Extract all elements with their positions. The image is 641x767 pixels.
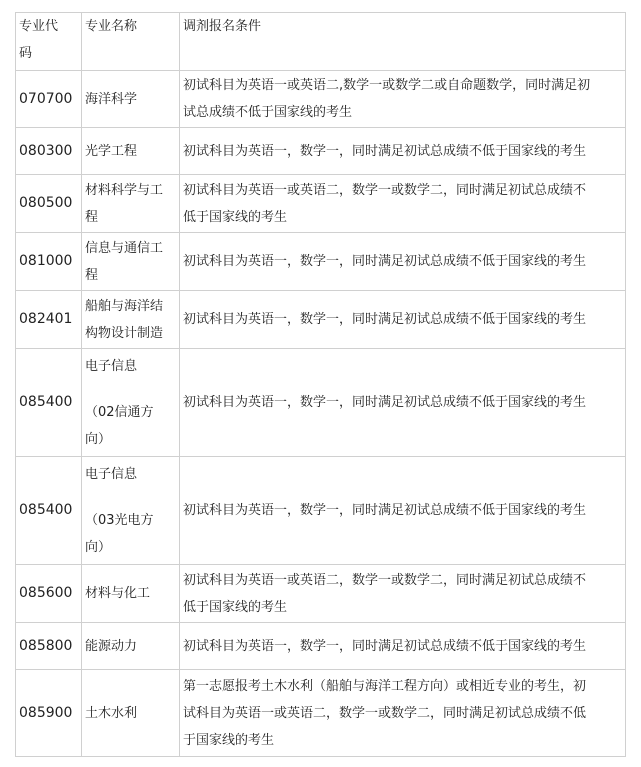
cell-name-line: 信息与通信工 <box>85 240 164 256</box>
cell-conditions-line: 初试科目为英语一，数学一，同时满足初试总成绩不低于国家线的考生 <box>183 312 587 327</box>
cell-name-line: 能源动力 <box>85 638 138 654</box>
cell-code: 085400 <box>16 349 82 457</box>
cell-conditions-line: 初试科目为英语一，数学一，同时满足初试总成绩不低于国家线的考生 <box>183 395 587 410</box>
header-conditions: 调剂报名条件 <box>180 13 626 71</box>
cell-conditions <box>180 623 626 670</box>
cell-name-line: 向） <box>85 539 112 555</box>
cell-code: 085400 <box>16 457 82 565</box>
cell-name-line: （02信通方 <box>85 404 154 420</box>
header-name: 专业名称 <box>82 13 180 71</box>
cell-code: 080300 <box>16 128 82 175</box>
cell-name-line: 向） <box>85 431 112 447</box>
cell-code: 085900 <box>16 670 82 757</box>
cell-name-line: 程 <box>85 267 99 283</box>
header-code <box>16 13 82 71</box>
cell-code: 080500 <box>16 175 82 233</box>
header-code-line: 专业代 <box>19 19 59 34</box>
table-header-row <box>16 13 626 71</box>
cell-conditions <box>180 291 626 349</box>
cell-name <box>82 175 180 233</box>
cell-conditions-line: 初试科目为英语一或英语二，数学一或数学二，同时满足初试总成绩不 <box>183 182 587 198</box>
cell-conditions <box>180 233 626 291</box>
table-row <box>16 71 626 128</box>
cell-conditions-line: 初试科目为英语一，数学一，同时满足初试总成绩不低于国家线的考生 <box>183 254 587 269</box>
cell-conditions-line: 试总成绩不低于国家线的考生 <box>183 105 353 120</box>
cell-name <box>82 457 180 565</box>
table-row <box>16 349 626 457</box>
cell-conditions <box>180 175 626 233</box>
table-row <box>16 457 626 565</box>
cell-code: 085600 <box>16 565 82 623</box>
cell-name-line: 材料科学与工 <box>85 182 164 198</box>
table-row <box>16 175 626 233</box>
cell-name-line: 光学工程 <box>85 143 138 159</box>
cell-conditions <box>180 670 626 757</box>
cell-code: 081000 <box>16 233 82 291</box>
cell-conditions-line: 初试科目为英语一或英语二,数学一或数学二或自命题数学，同时满足初 <box>183 78 591 93</box>
cell-conditions <box>180 565 626 623</box>
cell-conditions-line: 低于国家线的考生 <box>183 599 288 615</box>
cell-name-line: 程 <box>85 209 99 225</box>
cell-name-line: （03光电方 <box>85 512 154 528</box>
cell-conditions-line: 初试科目为英语一，数学一，同时满足初试总成绩不低于国家线的考生 <box>183 503 587 518</box>
adjustment-conditions-table <box>15 12 626 757</box>
cell-name-line: 船舶与海洋结 <box>85 298 164 314</box>
cell-conditions <box>180 349 626 457</box>
cell-conditions <box>180 71 626 128</box>
cell-name-line <box>85 488 176 507</box>
cell-name <box>82 349 180 457</box>
cell-name-line: 土木水利 <box>85 705 138 721</box>
cell-name-line: 电子信息 <box>85 358 138 374</box>
cell-code: 070700 <box>16 71 82 128</box>
cell-name <box>82 233 180 291</box>
cell-name-line: 材料与化工 <box>85 586 151 601</box>
cell-name <box>82 71 180 128</box>
table-row <box>16 565 626 623</box>
cell-conditions-line: 初试科目为英语一，数学一，同时满足初试总成绩不低于国家线的考生 <box>183 143 587 159</box>
header-code-line: 码 <box>19 46 33 61</box>
cell-code: 082401 <box>16 291 82 349</box>
cell-conditions <box>180 457 626 565</box>
cell-conditions-line: 初试科目为英语一，数学一，同时满足初试总成绩不低于国家线的考生 <box>183 638 587 654</box>
cell-conditions <box>180 128 626 175</box>
table-row <box>16 670 626 757</box>
cell-conditions-line: 初试科目为英语一或英语二，数学一或数学二，同时满足初试总成绩不 <box>183 572 587 588</box>
cell-name <box>82 291 180 349</box>
table-row <box>16 128 626 175</box>
cell-name <box>82 670 180 757</box>
cell-name-line: 海洋科学 <box>85 91 138 107</box>
table-row <box>16 233 626 291</box>
cell-name <box>82 565 180 623</box>
cell-conditions-line: 低于国家线的考生 <box>183 209 288 225</box>
cell-name <box>82 128 180 175</box>
table-row <box>16 291 626 349</box>
cell-name-line: 电子信息 <box>85 466 138 482</box>
cell-code: 085800 <box>16 623 82 670</box>
cell-name-line: 构物设计制造 <box>85 325 164 341</box>
cell-conditions-line: 于国家线的考生 <box>183 732 275 748</box>
cell-name <box>82 623 180 670</box>
cell-conditions-line: 第一志愿报考土木水利（船舶与海洋工程方向）或相近专业的考生，初 <box>183 678 587 694</box>
cell-name-line <box>85 380 176 399</box>
cell-conditions-line: 试科目为英语一或英语二，数学一或数学二，同时满足初试总成绩不低 <box>183 705 587 721</box>
table-row <box>16 623 626 670</box>
